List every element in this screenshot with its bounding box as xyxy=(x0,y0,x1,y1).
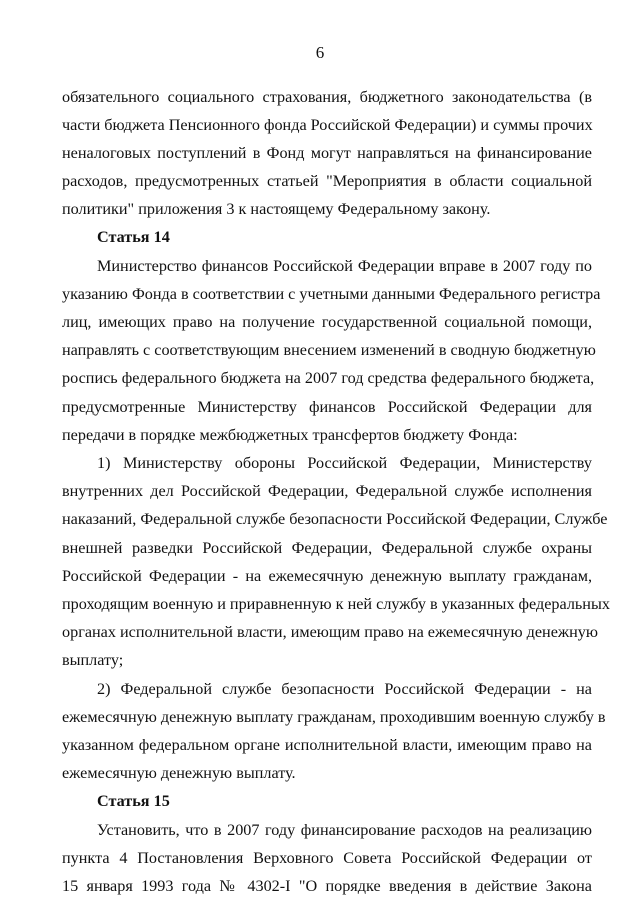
list-item-2-line: 2) Федеральной службе безопасности Российской Федерации - на xyxy=(97,680,592,698)
text-line: ежемесячную денежную выплату. xyxy=(62,764,296,782)
text-line: указанном федеральном органе исполнительной власти, имеющим право на xyxy=(62,736,592,754)
list-item-1-line: 1) Министерству обороны Российской Федерации, Министерству xyxy=(97,454,592,472)
text-line: внутренних дел Российской Федерации, Федеральной службе исполнения xyxy=(62,482,592,500)
text-line: пункта 4 Постановления Верховного Совета Российской Федерации от xyxy=(62,849,592,867)
text-line: Министерство финансов Российской Федерации вправе в 2007 году по xyxy=(97,257,592,275)
text-line: направлять с соответствующим внесением изменений в сводную бюджетную xyxy=(62,341,596,359)
text-line: роспись федерального бюджета на 2007 год средства федерального бюджета, xyxy=(62,369,595,387)
text-line: проходящим военную и приравненную к ней службу в указанных федеральных xyxy=(62,595,610,613)
text-line: части бюджета Пенсионного фонда Российской Федерации) и суммы прочих xyxy=(62,116,593,134)
text-line: Установить, что в 2007 году финансирование расходов на реализацию xyxy=(97,821,592,839)
text-line: органах исполнительной власти, имеющим право на ежемесячную денежную xyxy=(62,623,598,641)
article-15-heading: Статья 15 xyxy=(97,792,170,810)
text-line: Российской Федерации - на ежемесячную денежную выплату гражданам, xyxy=(62,567,592,585)
text-line: политики" приложения 3 к настоящему Федеральному закону. xyxy=(62,200,491,218)
text-line: указанию Фонда в соответствии с учетными данными Федерального регистра xyxy=(62,285,601,303)
text-line: наказаний, Федеральной службе безопасности Российской Федерации, Службе xyxy=(62,510,608,528)
text-line: неналоговых поступлений в Фонд могут направляться на финансирование xyxy=(62,144,592,162)
text-line: внешней разведки Российской Федерации, Федеральной службе охраны xyxy=(62,539,592,557)
text-line: обязательного социального страхования, бюджетного законодательства (в xyxy=(62,88,592,106)
text-line: 15 января 1993 года № 4302-I "О порядке введения в действие Закона xyxy=(62,877,592,895)
text-line: ежемесячную денежную выплату гражданам, проходившим военную службу в xyxy=(62,708,606,726)
text-line: лиц, имеющих право на получение государственной социальной помощи, xyxy=(62,313,592,331)
text-line: предусмотренные Министерству финансов Российской Федерации для xyxy=(62,398,592,416)
article-14-heading: Статья 14 xyxy=(97,228,170,246)
text-line: выплату; xyxy=(62,651,124,669)
text-line: расходов, предусмотренных статьей "Мероприятия в области социальной xyxy=(62,172,592,190)
page-number: 6 xyxy=(315,43,325,62)
text-line: передачи в порядке межбюджетных трансфертов бюджету Фонда: xyxy=(62,426,518,444)
